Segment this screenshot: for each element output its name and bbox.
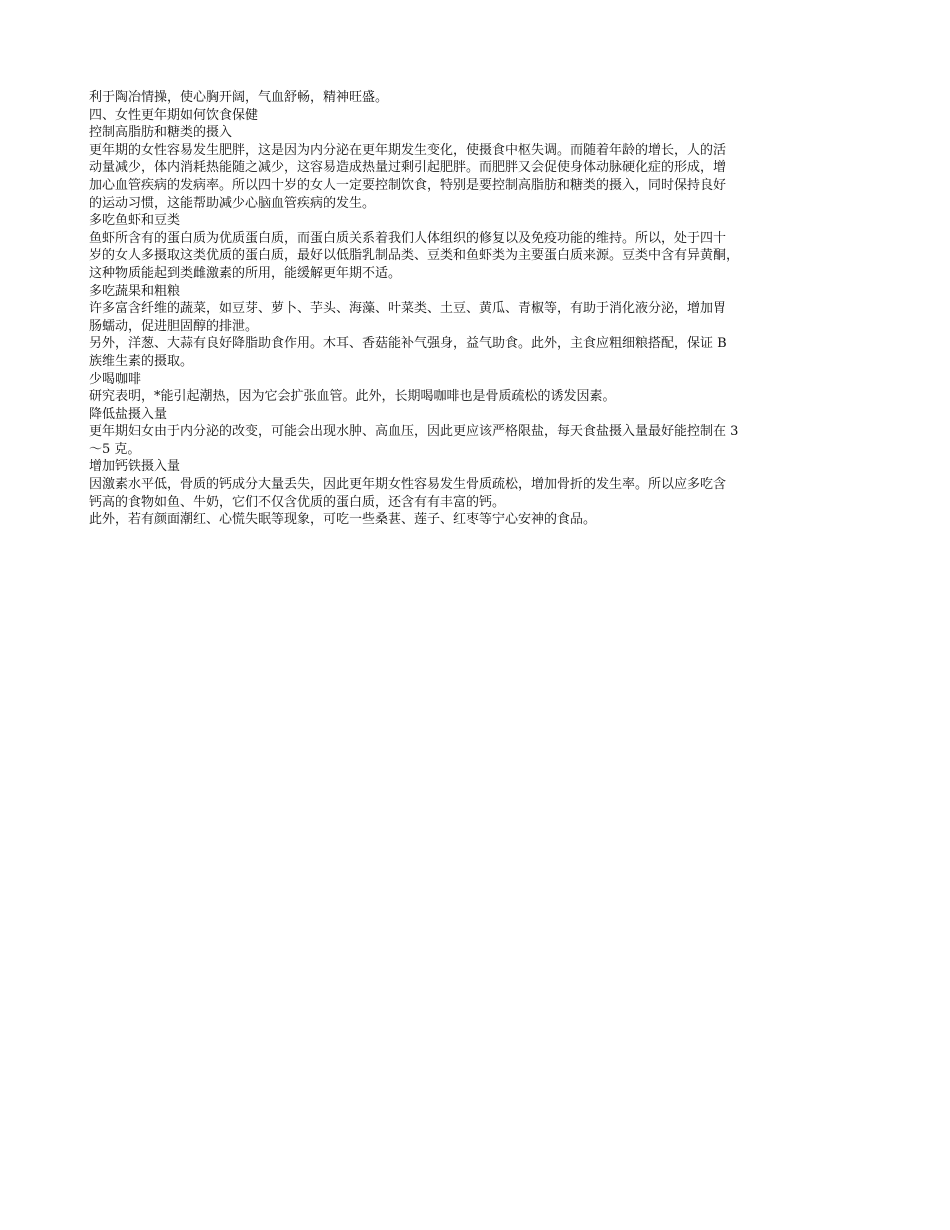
text-line: 此外，若有颜面潮红、心慌失眠等现象，可吃一些桑葚、莲子、红枣等宁心安神的食品。 [89,512,597,528]
paragraph-veg-grains [89,300,861,335]
subheading-calcium-iron: 增加钙铁摄入量 [89,459,181,475]
subheading-fish-beans: 多吃鱼虾和豆类 [89,213,181,229]
text-line: 肠蠕动，促进胆固醇的排泄。 [89,318,259,334]
text-line: 动量减少，体内消耗热能随之减少，这容易造成热量过剩引起肥胖。而肥胖又会促使身体动脉硬化症的形成，增 [89,160,727,176]
text-line: ～5 克。 [89,441,141,457]
paragraph-closing [89,511,861,529]
paragraph-fish-beans [89,230,861,283]
paragraph-onion-garlic [89,335,861,370]
text-line: 许多富含纤维的蔬菜，如豆芽、萝卜、芋头、海藻、叶菜类、土豆、黄瓜、青椒等，有助于消化液分泌，增加胃 [89,301,727,317]
text-line: 利于陶冶情操，使心胸开阔，气血舒畅，精神旺盛。 [89,90,389,105]
paragraph-salt [89,423,861,458]
text-line: 钙高的食物如鱼、牛奶，它们不仅含优质的蛋白质，还含有有丰富的钙。 [89,494,506,510]
subheading-veg-grains: 多吃蔬果和粗粮 [89,283,181,299]
text-line: 加心血管疾病的发病率。所以四十岁的女人一定要控制饮食，特别是要控制高脂肪和糖类的摄入，同时保持良好 [89,177,727,193]
text-line: 族维生素的摄取。 [89,353,194,369]
section-heading: 四、女性更年期如何饮食保健 [89,107,259,123]
subheading-fat-sugar: 控制高脂肪和糖类的摄入 [89,125,233,141]
text-line: 更年期的女性容易发生肥胖，这是因为内分泌在更年期发生变化，使摄食中枢失调。而随着年龄的增长，人的活 [89,142,727,158]
text-line: 另外，洋葱、大蒜有良好降脂助食作用。木耳、香菇能补气强身，益气助食。此外，主食应粗细粮搭配，保证 B [89,336,727,352]
paragraph-fat-sugar [89,142,861,212]
paragraph-coffee [89,388,861,406]
subheading-coffee: 少喝咖啡 [89,371,142,387]
paragraph-calcium-iron [89,476,861,511]
text-line: 因激素水平低，骨质的钙成分大量丢失，因此更年期女性容易发生骨质疏松，增加骨折的发生率。所以应多吃含 [89,477,727,493]
text-line: 这种物质能起到类雌激素的所用，能缓解更年期不适。 [89,265,402,281]
subheading-salt: 降低盐摄入量 [89,406,168,422]
document-page [89,89,861,529]
text-line: 更年期妇女由于内分泌的改变，可能会出现水肿、高血压，因此更应该严格限盐，每天食盐摄入量最好能控制在 3 [89,424,739,440]
text-line: 岁的女人多摄取这类优质的蛋白质，最好以低脂乳制品类、豆类和鱼虾类为主要蛋白质来源。豆类中含有异黄酮， [89,248,740,264]
intro-text [89,89,861,107]
text-line: 研究表明，*能引起潮热，因为它会扩张血管。此外，长期喝咖啡也是骨质疏松的诱发因素。 [89,389,616,405]
text-line: 鱼虾所含有的蛋白质为优质蛋白质，而蛋白质关系着我们人体组织的修复以及免疫功能的维持。所以，处于四十 [89,230,727,246]
text-line: 的运动习惯，这能帮助减少心脑血管疾病的发生。 [89,195,376,211]
